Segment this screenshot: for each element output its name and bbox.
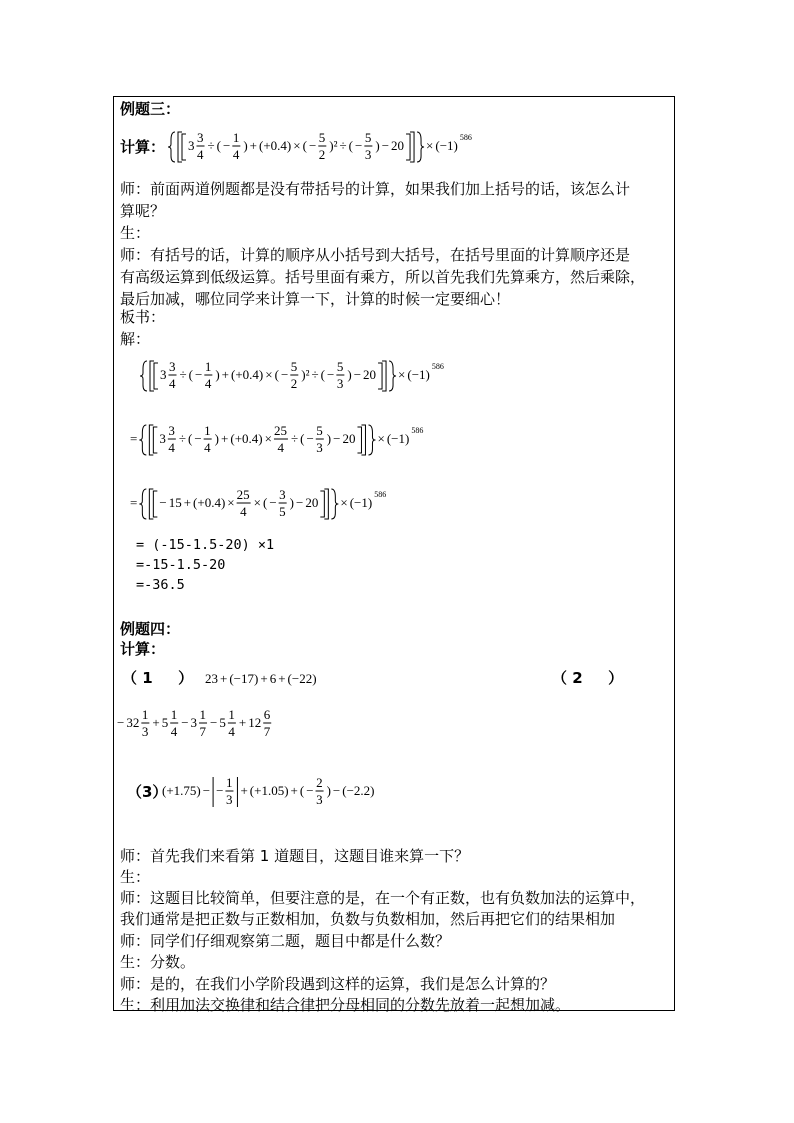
math-symbol: 3 <box>316 440 323 455</box>
math-symbol: − <box>381 138 390 153</box>
bracket <box>178 132 182 162</box>
math-symbol: ( <box>188 367 193 382</box>
brace <box>389 361 396 391</box>
math-symbol: − <box>308 138 317 153</box>
teacher-line: 师：这题目比较简单，但要注意的是，在一个有正数，也有负数加法的运算中， <box>120 889 646 907</box>
math-symbol: ÷ <box>178 431 186 446</box>
math-symbol: 5 <box>279 504 286 519</box>
math-symbol: − <box>306 431 314 446</box>
math-symbol: ) <box>243 138 248 153</box>
math-symbol: 3 <box>279 487 286 502</box>
math-symbol: 5 <box>364 130 372 145</box>
math-symbol: (−1) <box>349 495 373 510</box>
math-symbol: 3 <box>159 431 166 446</box>
bracket <box>154 363 158 389</box>
teacher-line: 师：前面两道例题都是没有带括号的计算，如果我们加上括号的话，该怎么计 <box>120 180 631 198</box>
math-symbol: 586 <box>459 133 472 142</box>
solution-step: = (-15-1.5-20) ×1 <box>136 537 275 553</box>
expr-a <box>168 130 472 162</box>
math-symbol: 25 <box>236 487 250 502</box>
math-symbol: − <box>327 367 335 382</box>
math-symbol: + <box>221 431 229 446</box>
math-symbol: 5 <box>318 130 326 145</box>
math-symbol: × <box>253 495 261 510</box>
math-symbol: − <box>269 495 277 510</box>
teacher-line: 师：是的，在我们小学阶段遇到这样的运算，我们是怎么计算的？ <box>120 975 556 993</box>
math-symbol: − <box>353 367 362 382</box>
teacher-line: 师：首先我们来看第 1 道题目，这题目谁来算一下？ <box>120 847 470 865</box>
problem-3-expression <box>162 771 452 817</box>
math-symbol: 4 <box>204 376 212 391</box>
brace <box>417 132 424 162</box>
math-symbol: 2 <box>290 376 298 391</box>
teacher-line: 算呢？ <box>120 202 166 220</box>
math-symbol: × <box>340 495 348 510</box>
math-symbol: − <box>181 715 189 730</box>
math-symbol: 6 <box>269 671 277 686</box>
bracket <box>182 134 186 160</box>
math-symbol: − <box>296 495 304 510</box>
math-symbol: × <box>227 495 235 510</box>
math-symbol: × <box>264 431 272 446</box>
math-symbol: 20 <box>391 138 405 153</box>
math-symbol: ( <box>302 138 307 153</box>
math-symbol: 1 <box>141 707 149 722</box>
bracket <box>382 361 386 391</box>
math-symbol: × <box>293 138 301 153</box>
student-line: 生：利用加法交换律和结合律把分母相同的分数先放着一起想加减。 <box>120 996 571 1014</box>
math-symbol: = <box>130 495 138 510</box>
math-symbol: × <box>265 367 273 382</box>
math-symbol: (−1) <box>407 367 430 382</box>
problem-3-label: （3） <box>127 783 168 801</box>
math-symbol: 3 <box>364 147 372 162</box>
math-symbol: (−17) <box>229 671 259 686</box>
math-symbol: ) <box>375 138 380 153</box>
math-symbol: 586 <box>431 362 444 371</box>
math-symbol: + <box>278 671 286 686</box>
expr-p3 <box>162 775 375 807</box>
math-symbol: × <box>426 138 434 153</box>
math-symbol: ÷ <box>311 367 319 382</box>
problem-1-label: （ 1 ） <box>122 669 194 687</box>
solution-line-3 <box>130 481 530 527</box>
bracket <box>378 363 382 389</box>
example3-title: 例题三： <box>120 100 181 118</box>
math-symbol: 1 <box>225 775 233 790</box>
student-line: 生： <box>120 224 151 242</box>
math-symbol: 5 <box>290 359 298 374</box>
math-symbol: 23 <box>205 671 218 686</box>
math-symbol: 5 <box>219 715 226 730</box>
math-symbol: 3 <box>169 359 176 374</box>
math-symbol: ( <box>320 367 326 382</box>
math-symbol: − <box>280 367 289 382</box>
brace <box>139 425 146 455</box>
math-symbol: 3 <box>188 138 195 153</box>
solution-line-1 <box>140 353 540 399</box>
bracket <box>406 134 410 160</box>
math-symbol: + <box>290 783 298 798</box>
math-symbol: 3 <box>197 130 204 145</box>
math-symbol: = <box>130 431 138 446</box>
math-symbol: 4 <box>204 440 211 455</box>
math-symbol: 4 <box>169 376 176 391</box>
math-symbol: (+1.75) <box>162 783 201 798</box>
math-symbol: 32 <box>126 715 140 730</box>
math-symbol: (−1) <box>386 431 410 446</box>
solution-line-2 <box>130 417 530 463</box>
math-symbol: 3 <box>336 376 344 391</box>
teacher-line: 我们通常是把正数与正数相加，负数与负数相加，然后再把它们的结果相加 <box>120 910 616 928</box>
math-symbol: 5 <box>316 423 323 438</box>
math-symbol: + <box>152 715 160 730</box>
bracket <box>153 427 157 453</box>
math-symbol: ÷ <box>207 138 215 153</box>
math-symbol: − <box>117 715 125 730</box>
math-symbol: (−2.2) <box>342 783 375 798</box>
problem-2-label: （ 2 ） <box>552 669 624 687</box>
example3-expression <box>168 124 548 170</box>
brace <box>140 361 147 391</box>
math-symbol: + <box>183 495 192 510</box>
student-line: 生：分数。 <box>120 953 196 971</box>
math-symbol: 3 <box>316 792 323 807</box>
math-symbol: 586 <box>374 490 387 499</box>
problem-2-expression <box>117 703 337 749</box>
bracket <box>324 489 328 519</box>
math-symbol: ) <box>215 367 220 382</box>
bracket <box>150 361 154 391</box>
board-label: 板书： <box>120 308 166 326</box>
brace <box>331 489 338 519</box>
math-symbol: + <box>221 367 230 382</box>
math-symbol: 1 <box>204 423 211 438</box>
math-symbol: ( <box>262 495 268 510</box>
math-symbol: (+0.4) <box>259 138 292 153</box>
brace <box>139 489 146 519</box>
math-symbol: )² <box>329 138 338 153</box>
student-line: 生： <box>120 868 151 886</box>
example4-calc-label: 计算： <box>120 640 166 658</box>
teacher-line: 最后加减，哪位同学来计算一下，计算的时候一定要细心！ <box>120 290 511 308</box>
math-symbol: 12 <box>248 715 262 730</box>
math-symbol: − <box>202 783 211 798</box>
math-symbol: 4 <box>168 440 175 455</box>
math-symbol: 2 <box>318 147 326 162</box>
math-symbol: − <box>210 715 218 730</box>
math-symbol: − <box>159 495 167 510</box>
math-symbol: 1 <box>228 707 235 722</box>
math-symbol: 15 <box>168 495 182 510</box>
math-symbol: + <box>220 671 228 686</box>
math-symbol: ( <box>216 138 221 153</box>
expr-b <box>140 359 444 391</box>
solution-step: =-36.5 <box>136 577 185 593</box>
math-symbol: 4 <box>197 147 204 162</box>
math-symbol: 3 <box>168 423 175 438</box>
math-symbol: + <box>240 783 248 798</box>
expr-c <box>130 423 423 455</box>
math-symbol: 586 <box>411 426 424 435</box>
bracket <box>149 489 153 519</box>
math-symbol: 7 <box>263 724 271 739</box>
math-symbol: 3 <box>190 715 198 730</box>
math-symbol: ) <box>289 495 294 510</box>
math-symbol: 1 <box>199 707 207 722</box>
math-symbol: − <box>332 783 341 798</box>
math-symbol: × <box>398 367 406 382</box>
bracket <box>149 425 153 455</box>
math-symbol: − <box>355 138 363 153</box>
bracket <box>361 425 365 455</box>
math-symbol: 5 <box>161 715 169 730</box>
math-symbol: ( <box>187 431 193 446</box>
math-symbol: 4 <box>170 724 178 739</box>
math-symbol: − <box>216 783 224 798</box>
example4-title: 例题四： <box>120 620 181 638</box>
math-symbol: ) <box>326 431 332 446</box>
problem-1-expression <box>205 668 405 690</box>
math-symbol: 4 <box>232 147 240 162</box>
bracket <box>320 491 324 517</box>
math-symbol: ÷ <box>179 367 187 382</box>
math-symbol: 1 <box>170 707 178 722</box>
brace <box>168 132 175 162</box>
math-symbol: ( <box>348 138 354 153</box>
math-symbol: (+0.4) <box>193 495 226 510</box>
math-symbol: 4 <box>277 440 284 455</box>
math-symbol: (−22) <box>287 671 317 686</box>
math-symbol: 20 <box>305 495 319 510</box>
math-symbol: ( <box>300 431 305 446</box>
math-symbol: 4 <box>228 724 235 739</box>
math-symbol: ) <box>326 783 331 798</box>
math-symbol: ) <box>347 367 352 382</box>
expr-p1 <box>205 671 317 686</box>
math-symbol: + <box>249 138 258 153</box>
bracket <box>357 427 361 453</box>
math-symbol: − <box>194 431 202 446</box>
math-symbol: × <box>377 431 385 446</box>
math-symbol: 20 <box>363 367 377 382</box>
math-symbol: 25 <box>273 423 287 438</box>
brace <box>368 425 375 455</box>
expr-p2 <box>117 707 271 739</box>
bracket <box>153 491 157 517</box>
teacher-line: 师：同学们仔细观察第二题，题目中都是什么数？ <box>120 932 451 950</box>
math-symbol: − <box>333 431 341 446</box>
math-symbol: − <box>222 138 231 153</box>
solution-label: 解： <box>120 330 151 348</box>
math-symbol: ( <box>274 367 279 382</box>
math-symbol: (+0.4) <box>231 367 264 382</box>
math-symbol: ) <box>214 431 220 446</box>
math-symbol: ( <box>299 783 305 798</box>
bracket <box>410 132 414 162</box>
math-symbol: 1 <box>232 130 240 145</box>
math-symbol: + <box>238 715 247 730</box>
math-symbol: 6 <box>263 707 271 722</box>
math-symbol: 4 <box>240 504 247 519</box>
expr-d <box>130 487 386 519</box>
math-symbol: ÷ <box>290 431 299 446</box>
math-symbol: 3 <box>160 367 167 382</box>
math-symbol: 7 <box>199 724 207 739</box>
math-symbol: (+0.4) <box>230 431 263 446</box>
teacher-line: 师：有括号的话，计算的顺序从小括号到大括号，在括号里面的计算顺序还是 <box>120 246 631 264</box>
math-symbol: )² <box>301 367 310 382</box>
math-symbol: − <box>306 783 314 798</box>
math-symbol: 20 <box>342 431 356 446</box>
math-symbol: (+1.05) <box>249 783 289 798</box>
math-symbol: 1 <box>204 359 212 374</box>
math-symbol: + <box>260 671 268 686</box>
math-symbol: ÷ <box>339 138 347 153</box>
example3-calc-label: 计算： <box>120 138 166 156</box>
math-symbol: 5 <box>336 359 344 374</box>
math-symbol: 3 <box>141 724 149 739</box>
teacher-line: 有高级运算到低级运算。括号里面有乘方，所以首先我们先算乘方，然后乘除， <box>120 268 646 286</box>
math-symbol: 3 <box>225 792 233 807</box>
math-symbol: 2 <box>316 775 323 790</box>
solution-step: =-15-1.5-20 <box>136 557 226 573</box>
math-symbol: − <box>194 367 203 382</box>
math-symbol: (−1) <box>435 138 458 153</box>
